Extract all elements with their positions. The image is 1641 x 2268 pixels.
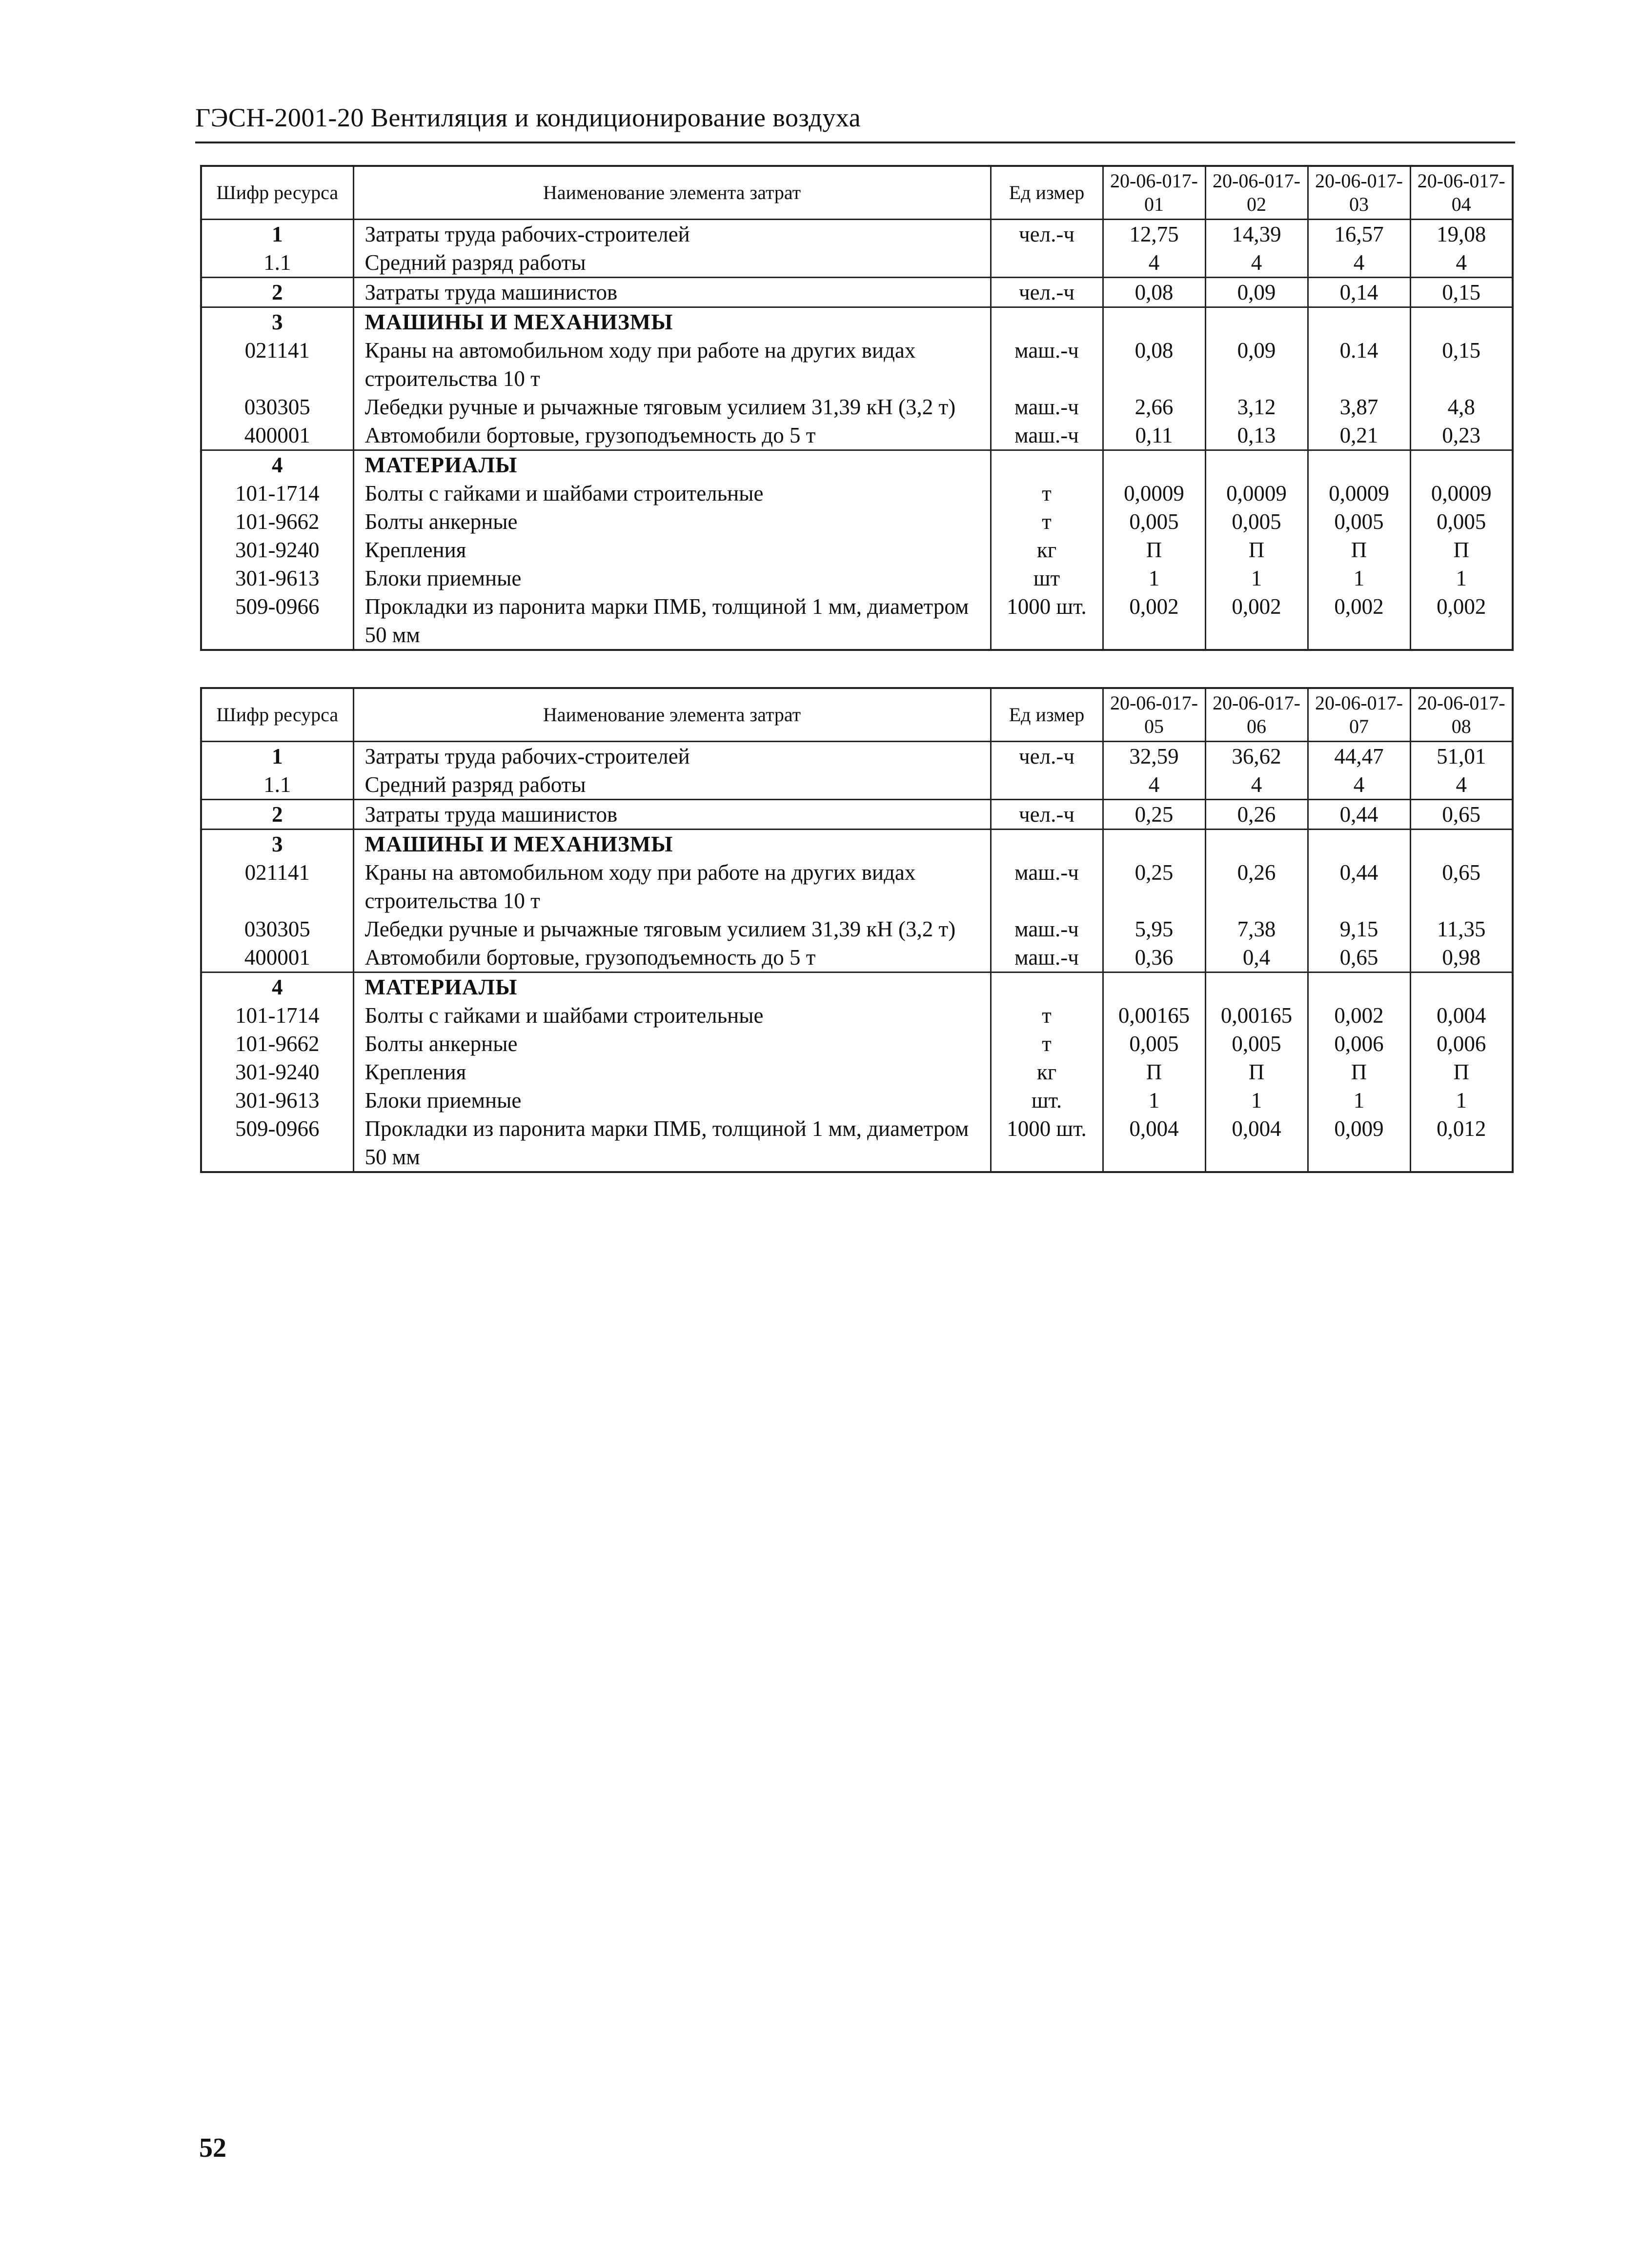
norm-value-cell: 0,08 xyxy=(1103,336,1205,393)
norm-value-cell: 4 xyxy=(1103,770,1205,800)
norm-value-cell xyxy=(1103,307,1205,337)
norm-value-cell: П xyxy=(1205,536,1308,564)
norm-value-cell: 2,66 xyxy=(1103,393,1205,421)
table-row xyxy=(201,1001,1513,1030)
resource-code-cell: 1 xyxy=(201,742,353,771)
norm-value-cell: 1 xyxy=(1410,564,1513,592)
norm-value-cell: 0,005 xyxy=(1103,1030,1205,1058)
resource-name-cell: Крепления xyxy=(353,536,991,564)
norm-value-cell: П xyxy=(1103,1058,1205,1086)
norm-value-cell: 0,25 xyxy=(1103,858,1205,915)
norm-value-cell: 0,26 xyxy=(1205,800,1308,830)
norm-value-cell: 0,0009 xyxy=(1308,479,1410,507)
resource-code-cell: 1.1 xyxy=(201,770,353,800)
norm-value-cell: 1 xyxy=(1103,1086,1205,1114)
norm-value-cell: 1 xyxy=(1205,1086,1308,1114)
resource-name-cell: Лебедки ручные и рычажные тяговым усилием 31,39 кН (3,2 т) xyxy=(353,915,991,943)
column-header-norm: 20-06-017-04 xyxy=(1410,166,1513,220)
resource-name-cell: Автомобили бортовые, грузоподъемность до 5 т xyxy=(353,421,991,450)
unit-cell: чел.-ч xyxy=(991,800,1103,830)
resource-name-cell: Средний разряд работы xyxy=(353,770,991,800)
norm-value-cell: 5,95 xyxy=(1103,915,1205,943)
unit-cell: т xyxy=(991,1030,1103,1058)
norm-value-cell: 19,08 xyxy=(1410,220,1513,249)
table-row xyxy=(201,858,1513,915)
resource-name-cell: Лебедки ручные и рычажные тяговым усилием 31,39 кН (3,2 т) xyxy=(353,393,991,421)
norm-value-cell: 0,004 xyxy=(1205,1114,1308,1172)
norm-value-cell: 4 xyxy=(1103,248,1205,278)
norm-value-cell xyxy=(1205,830,1308,859)
norm-value-cell xyxy=(1205,307,1308,337)
resource-code-cell: 1.1 xyxy=(201,248,353,278)
norm-value-cell: 4 xyxy=(1308,770,1410,800)
resource-name-cell: МАШИНЫ И МЕХАНИЗМЫ xyxy=(353,307,991,337)
norm-value-cell: 0,09 xyxy=(1205,336,1308,393)
norm-value-cell: 3,12 xyxy=(1205,393,1308,421)
unit-cell: чел.-ч xyxy=(991,742,1103,771)
resource-name-cell: Болты анкерные xyxy=(353,1030,991,1058)
unit-cell: т xyxy=(991,1001,1103,1030)
unit-cell: 1000 шт. xyxy=(991,1114,1103,1172)
table-row xyxy=(201,220,1513,249)
resource-code-cell: 2 xyxy=(201,800,353,830)
column-header-norm: 20-06-017-07 xyxy=(1308,688,1410,742)
norm-value-cell: П xyxy=(1205,1058,1308,1086)
resource-name-cell: Прокладки из паронита марки ПМБ, толщиной 1 мм, диаметром 50 мм xyxy=(353,592,991,650)
norm-value-cell: 0,012 xyxy=(1410,1114,1513,1172)
norm-value-cell: 0,004 xyxy=(1103,1114,1205,1172)
table-row xyxy=(201,507,1513,536)
norm-value-cell xyxy=(1205,972,1308,1002)
section-row xyxy=(201,972,1513,1002)
resource-name-cell: МАТЕРИАЛЫ xyxy=(353,450,991,480)
resource-code-cell: 021141 xyxy=(201,336,353,393)
norm-value-cell: 11,35 xyxy=(1410,915,1513,943)
column-header-unit: Ед измер xyxy=(991,166,1103,220)
unit-cell: маш.-ч xyxy=(991,915,1103,943)
norms-table-1 xyxy=(200,165,1514,651)
resource-name-cell: Крепления xyxy=(353,1058,991,1086)
norm-value-cell: 0,002 xyxy=(1205,592,1308,650)
norm-value-cell: 4 xyxy=(1205,248,1308,278)
norm-value-cell xyxy=(1308,972,1410,1002)
table-row xyxy=(201,564,1513,592)
norm-value-cell: 0.14 xyxy=(1308,336,1410,393)
table-row xyxy=(201,943,1513,972)
column-header-norm: 20-06-017-05 xyxy=(1103,688,1205,742)
resource-name-cell: Блоки приемные xyxy=(353,1086,991,1114)
norm-value-cell xyxy=(1205,450,1308,480)
resource-code-cell: 2 xyxy=(201,278,353,307)
norm-value-cell: 1 xyxy=(1205,564,1308,592)
norm-value-cell: 0,21 xyxy=(1308,421,1410,450)
resource-name-cell: МАТЕРИАЛЫ xyxy=(353,972,991,1002)
resource-code-cell: 030305 xyxy=(201,393,353,421)
norm-value-cell: 0,98 xyxy=(1410,943,1513,972)
norm-value-cell: 0,00165 xyxy=(1205,1001,1308,1030)
resource-name-cell: Болты с гайками и шайбами строительные xyxy=(353,479,991,507)
norm-value-cell: 0,006 xyxy=(1308,1030,1410,1058)
norm-value-cell: 0,002 xyxy=(1308,592,1410,650)
norm-value-cell: 0,005 xyxy=(1308,507,1410,536)
norm-value-cell: 0,65 xyxy=(1410,858,1513,915)
resource-code-cell: 1 xyxy=(201,220,353,249)
norm-value-cell: 0,0009 xyxy=(1410,479,1513,507)
resource-name-cell: Затраты труда машинистов xyxy=(353,278,991,307)
unit-cell: маш.-ч xyxy=(991,421,1103,450)
unit-cell: т xyxy=(991,479,1103,507)
table-row xyxy=(201,278,1513,307)
norm-value-cell xyxy=(1103,830,1205,859)
table-header-row xyxy=(201,688,1513,742)
norm-value-cell: 4 xyxy=(1410,770,1513,800)
norm-value-cell: 0,009 xyxy=(1308,1114,1410,1172)
resource-name-cell: Средний разряд работы xyxy=(353,248,991,278)
resource-code-cell: 509-0966 xyxy=(201,1114,353,1172)
table-row xyxy=(201,592,1513,650)
column-header-code: Шифр ресурса xyxy=(201,688,353,742)
norm-value-cell: П xyxy=(1308,1058,1410,1086)
unit-cell: маш.-ч xyxy=(991,336,1103,393)
table-row xyxy=(201,800,1513,830)
unit-cell: чел.-ч xyxy=(991,220,1103,249)
unit-cell: маш.-ч xyxy=(991,858,1103,915)
norm-value-cell: 0,15 xyxy=(1410,336,1513,393)
norm-value-cell: 0,13 xyxy=(1205,421,1308,450)
unit-cell xyxy=(991,972,1103,1002)
column-header-name: Наименование элемента затрат xyxy=(353,688,991,742)
norm-value-cell: 51,01 xyxy=(1410,742,1513,771)
table-row xyxy=(201,770,1513,800)
resource-code-cell: 101-1714 xyxy=(201,1001,353,1030)
norm-value-cell: 0,11 xyxy=(1103,421,1205,450)
norm-value-cell: 0,65 xyxy=(1410,800,1513,830)
norm-value-cell: 1 xyxy=(1410,1086,1513,1114)
column-header-code: Шифр ресурса xyxy=(201,166,353,220)
unit-cell xyxy=(991,248,1103,278)
section-row xyxy=(201,830,1513,859)
resource-code-cell: 021141 xyxy=(201,858,353,915)
section-row xyxy=(201,450,1513,480)
resource-code-cell: 301-9240 xyxy=(201,1058,353,1086)
unit-cell: 1000 шт. xyxy=(991,592,1103,650)
norm-value-cell: 0,0009 xyxy=(1205,479,1308,507)
norm-value-cell: 0,002 xyxy=(1410,592,1513,650)
norm-value-cell: 0,005 xyxy=(1205,507,1308,536)
unit-cell: шт. xyxy=(991,1086,1103,1114)
column-header-norm: 20-06-017-02 xyxy=(1205,166,1308,220)
norm-value-cell: 14,39 xyxy=(1205,220,1308,249)
unit-cell: шт xyxy=(991,564,1103,592)
resource-code-cell: 301-9240 xyxy=(201,536,353,564)
norm-value-cell xyxy=(1410,450,1513,480)
norm-value-cell: 0,0009 xyxy=(1103,479,1205,507)
section-row xyxy=(201,307,1513,337)
table-row xyxy=(201,1114,1513,1172)
norm-value-cell xyxy=(1103,972,1205,1002)
norm-value-cell: 0,44 xyxy=(1308,858,1410,915)
norm-value-cell: 0,65 xyxy=(1308,943,1410,972)
norm-value-cell: 0,005 xyxy=(1205,1030,1308,1058)
column-header-name: Наименование элемента затрат xyxy=(353,166,991,220)
norm-value-cell: 0,08 xyxy=(1103,278,1205,307)
norm-value-cell: П xyxy=(1103,536,1205,564)
resource-code-cell: 101-1714 xyxy=(201,479,353,507)
resource-name-cell: Затраты труда рабочих-строителей xyxy=(353,220,991,249)
resource-code-cell: 4 xyxy=(201,450,353,480)
column-header-norm: 20-06-017-03 xyxy=(1308,166,1410,220)
norm-value-cell: П xyxy=(1410,536,1513,564)
column-header-norm: 20-06-017-01 xyxy=(1103,166,1205,220)
norm-value-cell: 0,005 xyxy=(1103,507,1205,536)
table-row xyxy=(201,1086,1513,1114)
unit-cell: маш.-ч xyxy=(991,943,1103,972)
norm-value-cell: 0,26 xyxy=(1205,858,1308,915)
table-row xyxy=(201,393,1513,421)
norm-value-cell: 0,15 xyxy=(1410,278,1513,307)
resource-code-cell: 3 xyxy=(201,307,353,337)
norm-value-cell xyxy=(1308,830,1410,859)
norm-value-cell: 4 xyxy=(1410,248,1513,278)
norm-value-cell: 0,004 xyxy=(1410,1001,1513,1030)
norm-value-cell: 0,23 xyxy=(1410,421,1513,450)
resource-name-cell: МАШИНЫ И МЕХАНИЗМЫ xyxy=(353,830,991,859)
unit-cell: маш.-ч xyxy=(991,393,1103,421)
norm-value-cell: 0,09 xyxy=(1205,278,1308,307)
norm-value-cell: 1 xyxy=(1308,1086,1410,1114)
norm-value-cell: 9,15 xyxy=(1308,915,1410,943)
unit-cell: т xyxy=(991,507,1103,536)
resource-name-cell: Затраты труда рабочих-строителей xyxy=(353,742,991,771)
table-row xyxy=(201,479,1513,507)
unit-cell: чел.-ч xyxy=(991,278,1103,307)
norm-value-cell: 0,002 xyxy=(1308,1001,1410,1030)
table-row xyxy=(201,1030,1513,1058)
norm-value-cell xyxy=(1308,450,1410,480)
norm-value-cell: 7,38 xyxy=(1205,915,1308,943)
unit-cell xyxy=(991,450,1103,480)
resource-code-cell: 400001 xyxy=(201,943,353,972)
unit-cell xyxy=(991,307,1103,337)
norm-value-cell: 4 xyxy=(1308,248,1410,278)
header-rule xyxy=(195,142,1515,143)
resource-code-cell: 030305 xyxy=(201,915,353,943)
norms-table-2 xyxy=(200,687,1514,1173)
column-header-norm: 20-06-017-06 xyxy=(1205,688,1308,742)
norm-value-cell: 0,14 xyxy=(1308,278,1410,307)
table-row xyxy=(201,336,1513,393)
norm-value-cell: 4,8 xyxy=(1410,393,1513,421)
table-header-row xyxy=(201,166,1513,220)
resource-name-cell: Болты с гайками и шайбами строительные xyxy=(353,1001,991,1030)
resource-code-cell: 301-9613 xyxy=(201,1086,353,1114)
table-row xyxy=(201,915,1513,943)
norm-value-cell: 0,00165 xyxy=(1103,1001,1205,1030)
norm-value-cell: П xyxy=(1308,536,1410,564)
resource-name-cell: Болты анкерные xyxy=(353,507,991,536)
resource-code-cell: 101-9662 xyxy=(201,507,353,536)
norm-value-cell: 3,87 xyxy=(1308,393,1410,421)
norm-value-cell xyxy=(1103,450,1205,480)
page-number: 52 xyxy=(199,2133,226,2163)
norm-value-cell xyxy=(1410,307,1513,337)
norm-value-cell: 16,57 xyxy=(1308,220,1410,249)
norm-value-cell xyxy=(1308,307,1410,337)
norm-value-cell: 32,59 xyxy=(1103,742,1205,771)
resource-code-cell: 509-0966 xyxy=(201,592,353,650)
unit-cell: кг xyxy=(991,1058,1103,1086)
norm-value-cell: 0,25 xyxy=(1103,800,1205,830)
norm-value-cell: 12,75 xyxy=(1103,220,1205,249)
resource-code-cell: 101-9662 xyxy=(201,1030,353,1058)
table-row xyxy=(201,421,1513,450)
resource-name-cell: Краны на автомобильном ходу при работе на других видах строительства 10 т xyxy=(353,336,991,393)
table-row xyxy=(201,536,1513,564)
resource-code-cell: 4 xyxy=(201,972,353,1002)
norm-value-cell: 4 xyxy=(1205,770,1308,800)
resource-code-cell: 301-9613 xyxy=(201,564,353,592)
norm-value-cell xyxy=(1410,972,1513,1002)
page-header: ГЭСН-2001-20 Вентиляция и кондиционирование воздуха xyxy=(195,103,861,132)
norm-value-cell: 44,47 xyxy=(1308,742,1410,771)
norm-value-cell: 36,62 xyxy=(1205,742,1308,771)
resource-name-cell: Затраты труда машинистов xyxy=(353,800,991,830)
unit-cell xyxy=(991,830,1103,859)
table-row xyxy=(201,248,1513,278)
column-header-norm: 20-06-017-08 xyxy=(1410,688,1513,742)
resource-name-cell: Прокладки из паронита марки ПМБ, толщиной 1 мм, диаметром 50 мм xyxy=(353,1114,991,1172)
norm-value-cell: 0,002 xyxy=(1103,592,1205,650)
norm-value-cell: 0,44 xyxy=(1308,800,1410,830)
resource-name-cell: Блоки приемные xyxy=(353,564,991,592)
norm-value-cell xyxy=(1410,830,1513,859)
norm-value-cell: 0,005 xyxy=(1410,507,1513,536)
table-row xyxy=(201,1058,1513,1086)
column-header-unit: Ед измер xyxy=(991,688,1103,742)
table-row xyxy=(201,742,1513,771)
resource-code-cell: 400001 xyxy=(201,421,353,450)
norm-value-cell: 1 xyxy=(1308,564,1410,592)
resource-name-cell: Автомобили бортовые, грузоподъемность до 5 т xyxy=(353,943,991,972)
unit-cell xyxy=(991,770,1103,800)
resource-name-cell: Краны на автомобильном ходу при работе на других видах строительства 10 т xyxy=(353,858,991,915)
resource-code-cell: 3 xyxy=(201,830,353,859)
norm-value-cell: 1 xyxy=(1103,564,1205,592)
norm-value-cell: 0,006 xyxy=(1410,1030,1513,1058)
norm-value-cell: П xyxy=(1410,1058,1513,1086)
norm-value-cell: 0,4 xyxy=(1205,943,1308,972)
norm-value-cell: 0,36 xyxy=(1103,943,1205,972)
unit-cell: кг xyxy=(991,536,1103,564)
